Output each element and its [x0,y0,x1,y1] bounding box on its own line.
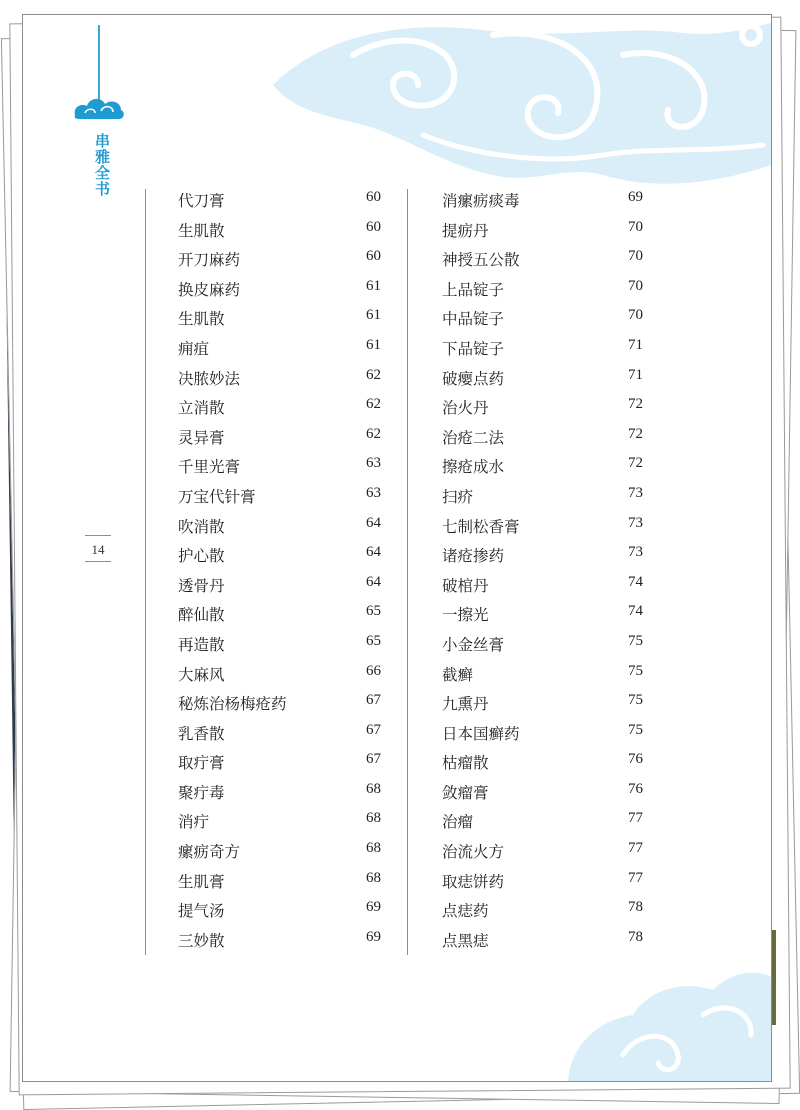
toc-entry-page: 62 [366,396,381,413]
toc-entry-page: 63 [366,484,381,501]
toc-entry-title: 敛瘤膏 [442,783,489,802]
toc-entry [178,748,381,778]
toc-entry-title: 截癣 [442,665,474,684]
toc-entry-title: 换皮麻药 [178,280,241,299]
toc-entry-title: 立消散 [178,399,225,418]
toc-entry-page: 61 [366,307,381,324]
toc-entry-page: 60 [366,189,381,205]
toc-entry [178,926,381,956]
toc-entry [178,334,381,364]
toc-entry [442,541,643,571]
toc-entry [178,807,381,837]
toc-entry-page: 72 [628,425,643,442]
toc-entry-title: 生肌散 [178,221,225,240]
toc-entry-page: 62 [366,366,381,383]
toc-entry-page: 64 [366,573,381,590]
toc-right-column [442,186,643,955]
toc-entry-title: 千里光膏 [178,458,241,477]
toc-entry-page: 72 [628,396,643,413]
toc-entry-page: 77 [628,869,643,886]
page-number-rule [85,535,111,536]
toc-entry [442,600,643,630]
toc-entry-page: 69 [628,189,643,205]
toc-entry-page: 62 [366,425,381,442]
toc-entry-page: 67 [366,692,381,709]
toc-entry-title: 护心散 [178,547,225,566]
toc-entry-title: 点痣药 [442,902,489,921]
toc-entry [178,571,381,601]
toc-entry-title: 小金丝膏 [442,635,505,654]
toc-entry [178,216,381,246]
toc-entry-title: 醉仙散 [178,606,225,625]
toc-entry-title: 消疔 [178,813,210,832]
toc-entry-page: 70 [628,248,643,265]
toc-entry [178,778,381,808]
toc-entry-page: 65 [366,603,381,620]
toc-entry-page: 74 [628,573,643,590]
toc-entry-page: 71 [628,336,643,353]
toc-entry-page: 75 [628,632,643,649]
toc-entry [442,748,643,778]
toc-entry-title: 破棺丹 [442,576,489,595]
toc-entry-page: 64 [366,514,381,531]
toc-entry-title: 聚疔毒 [178,783,225,802]
toc-entry [178,896,381,926]
toc-entry [442,304,643,334]
toc-entry [178,719,381,749]
toc-entry-page: 73 [628,514,643,531]
toc-entry-title: 上品锭子 [442,280,505,299]
toc-entry-title: 痈疽 [178,339,210,358]
toc-entry-title: 透骨丹 [178,576,225,595]
book-page [22,14,772,1082]
toc-entry [178,186,381,216]
toc-entry-title: 神授五公散 [442,251,520,270]
toc-entry-title: 开刀麻药 [178,251,241,270]
toc-entry-page: 68 [366,810,381,827]
toc-entry [178,600,381,630]
toc-entry [178,867,381,897]
toc-entry [442,482,643,512]
toc-entry [442,512,643,542]
toc-entry [442,896,643,926]
toc-entry-page: 61 [366,336,381,353]
toc-entry-title: 破瘿点药 [442,369,505,388]
toc-entry [178,482,381,512]
toc-entry-title: 秘炼治杨梅疮药 [178,695,287,714]
toc-entry-title: 七制松香膏 [442,517,520,536]
toc-entry-title: 取疔膏 [178,754,225,773]
column-rule [145,189,146,955]
toc-entry-title: 决脓妙法 [178,369,241,388]
toc-entry-title: 治瘤 [442,813,474,832]
toc-entry [442,689,643,719]
toc-entry [442,186,643,216]
toc-entry-page: 73 [628,544,643,561]
toc-entry [178,364,381,394]
toc-entry-title: 再造散 [178,635,225,654]
toc-entry-page: 68 [366,780,381,797]
toc-entry [442,926,643,956]
toc-entry [442,364,643,394]
toc-entry-page: 77 [628,810,643,827]
toc-entry [178,304,381,334]
column-rule [407,189,408,955]
toc-entry-title: 取痣饼药 [442,872,505,891]
toc-entry [178,452,381,482]
toc-entry-page: 78 [628,899,643,916]
toc-entry-title: 三妙散 [178,931,225,950]
toc-entry [442,216,643,246]
toc-entry-page: 67 [366,751,381,768]
toc-entry-page: 60 [366,248,381,265]
toc-entry-title: 中品锭子 [442,310,505,329]
toc-entry-title: 灵异膏 [178,428,225,447]
toc-entry-page: 63 [366,455,381,472]
toc-entry-title: 乳香散 [178,724,225,743]
toc-entry-page: 68 [366,840,381,857]
toc-entry-page: 70 [628,277,643,294]
toc-entry-page: 65 [366,632,381,649]
toc-entry [442,423,643,453]
toc-entry [442,334,643,364]
toc-entry [178,541,381,571]
page-number-rule [85,561,111,562]
toc-entry-page: 64 [366,544,381,561]
toc-entry-title: 代刀膏 [178,192,225,210]
toc-entry-page: 77 [628,840,643,857]
toc-entry [178,512,381,542]
series-title: 串雅全书 [93,133,111,197]
toc-entry-title: 枯瘤散 [442,754,489,773]
toc-entry-title: 生肌膏 [178,872,225,891]
toc-entry [442,807,643,837]
toc-entry [178,245,381,275]
toc-entry-title: 擦疮成水 [442,458,505,477]
toc-entry-title: 下品锭子 [442,339,505,358]
toc-entry [442,452,643,482]
toc-entry-title: 点黑痣 [442,931,489,950]
toc-entry-title: 万宝代针膏 [178,487,256,506]
toc-entry [442,245,643,275]
toc-entry [442,837,643,867]
toc-entry-page: 71 [628,366,643,383]
toc-entry-title: 九熏丹 [442,695,489,714]
toc-entry-title: 日本国癣药 [442,724,520,743]
toc-entry-title: 治流火方 [442,843,505,862]
toc-entry [178,275,381,305]
page-number: 14 [91,542,105,557]
toc-entry [442,571,643,601]
toc-entry-page: 70 [628,218,643,235]
cloud-ornament-icon [71,93,127,125]
toc-entry [442,778,643,808]
toc-entry-page: 73 [628,484,643,501]
toc-entry-page: 70 [628,307,643,324]
toc-entry-page: 78 [628,928,643,945]
toc-entry-page: 69 [366,899,381,916]
toc-entry [442,719,643,749]
toc-entry-title: 大麻风 [178,665,225,684]
toc-entry-title: 瘰疬奇方 [178,843,241,862]
toc-entry-title: 治疮二法 [442,428,505,447]
toc-entry [442,867,643,897]
toc-entry-title: 生肌散 [178,310,225,329]
toc-entry [178,423,381,453]
toc-entry [442,660,643,690]
toc-entry [442,630,643,660]
toc-entry-title: 治火丹 [442,399,489,418]
toc-entry-page: 74 [628,603,643,620]
toc-entry-title: 提疬丹 [442,221,489,240]
toc-entry-page: 75 [628,692,643,709]
toc-entry [178,837,381,867]
toc-entry-page: 72 [628,455,643,472]
toc-entry [178,393,381,423]
toc-entry [442,275,643,305]
toc-entry-page: 67 [366,721,381,738]
cloud-decoration [23,15,771,1081]
toc-entry-page: 76 [628,751,643,768]
toc-entry-page: 76 [628,780,643,797]
toc-entry-page: 68 [366,869,381,886]
toc-entry [178,630,381,660]
toc-entry-title: 吹消散 [178,517,225,536]
toc-entry-title: 扫疥 [442,487,474,506]
toc-entry [178,660,381,690]
toc-entry-page: 75 [628,721,643,738]
toc-entry-title: 诸疮掺药 [442,547,505,566]
toc-entry-page: 75 [628,662,643,679]
toc-entry-page: 66 [366,662,381,679]
toc-entry [442,393,643,423]
toc-entry-page: 69 [366,928,381,945]
toc-entry-page: 60 [366,218,381,235]
toc-entry [178,689,381,719]
toc-entry-title: 提气汤 [178,902,225,921]
toc-entry-title: 一擦光 [442,606,489,625]
toc-left-column [178,186,381,955]
toc-entry-page: 61 [366,277,381,294]
toc-entry-title: 消瘰疬痰毒 [442,192,520,210]
